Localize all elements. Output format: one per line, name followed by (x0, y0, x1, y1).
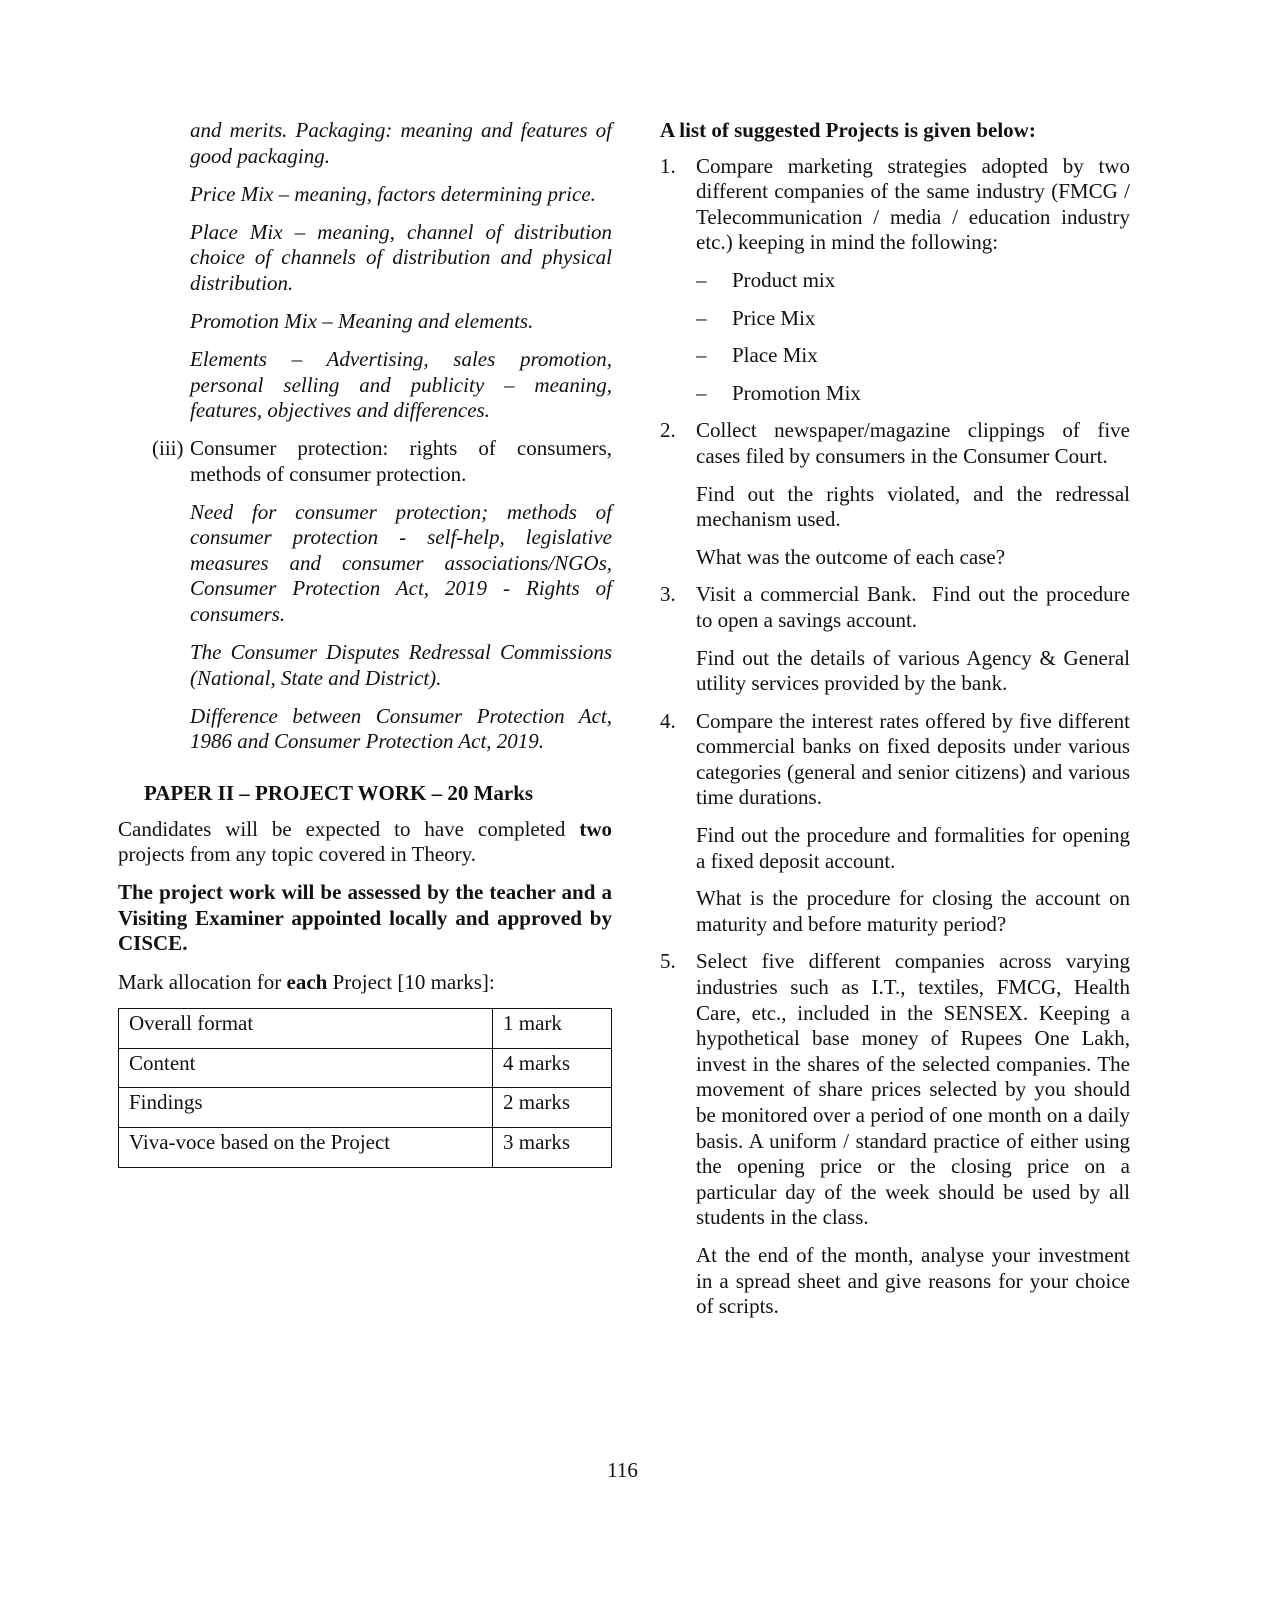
bullet-item (696, 306, 1130, 332)
dash-bullet-icon: – (696, 305, 707, 330)
table-row (119, 1127, 612, 1167)
item-paragraph: Visit a commercial Bank. Find out the procedure to open a savings account. (696, 582, 1136, 632)
project-item-1 (660, 154, 1130, 407)
mark-allocation-table (118, 1008, 612, 1167)
packaging-text: and merits. Packaging: meaning and features of good packaging. (190, 118, 612, 168)
project-item-3 (660, 582, 1136, 696)
bullet-text: Price Mix (732, 305, 816, 330)
elements-text: Elements – Advertising, sales promotion, personal selling and publicity – meaning, features, objectives and differences. (190, 347, 612, 423)
marks-cell: 2 marks (493, 1088, 612, 1128)
item-body (696, 418, 1130, 570)
criterion-cell: Findings (119, 1088, 493, 1128)
dash-bullet-icon: – (696, 267, 707, 292)
price-mix-text: Price Mix – meaning, factors determining price. (190, 181, 596, 206)
item-paragraph: Compare the interest rates offered by five different commercial banks on fixed deposits under various categories (general and senior citizens) and various time durations. (696, 708, 1130, 810)
item-paragraph: Select five different companies across varying industries such as I.T., textiles, FMCG, Health Care, etc., included in the SENSEX. Keeping a hypothetical base money of Rupees One Lakh, invest in the shares of the selected companies. The movement of share prices selected by you should be monitored over a period of one month on a daily basis. A uniform / standard practice of either using the opening price or the closing price on a particular day of the week should be used by all students in the class. (696, 949, 1130, 1230)
candidates-text-bold: two (579, 816, 612, 841)
right-column (660, 118, 1136, 1332)
consumer-protection-need-text: Need for consumer protection; methods of consumer protection - self-help, legislative measures and consumer associations/NGOs, Consumer Protection Act, 2019 - Rights of consumers. (190, 499, 612, 626)
alloc-post: Project [10 marks]: (327, 969, 495, 994)
item-body (696, 949, 1130, 1319)
criterion-cell: Overall format (119, 1009, 493, 1049)
marks-cell: 1 mark (493, 1009, 612, 1049)
item-paragraph: What is the procedure for closing the account on maturity and before maturity period? (696, 886, 1130, 936)
subtopic-text: Consumer protection: rights of consumers, methods of consumer protection. (190, 436, 612, 487)
item-paragraph: What was the outcome of each case? (696, 544, 1006, 569)
item-number: 5. (660, 949, 676, 974)
promotion-mix-text: Promotion Mix – Meaning and elements. (190, 309, 534, 334)
item-paragraph: Find out the details of various Agency & General utility services provided by the bank. (696, 645, 1130, 696)
item-body (696, 154, 1130, 407)
project-item-2 (660, 418, 1130, 570)
item-paragraph: Find out the rights violated, and the redressal mechanism used. (696, 481, 1130, 532)
criterion-cell: Viva-voce based on the Project (119, 1127, 493, 1167)
marks-cell: 3 marks (493, 1127, 612, 1167)
criterion-cell: Content (119, 1048, 493, 1088)
project-item-5 (660, 949, 1130, 1319)
candidates-text-post: projects from any topic covered in Theory. (118, 842, 477, 867)
subtopic-iii (118, 436, 612, 487)
bullet-text: Product mix (732, 267, 836, 292)
bullet-item (696, 343, 1130, 369)
projects-list-title: A list of suggested Projects is given below: (660, 118, 1036, 142)
bullet-text: Place Mix (732, 343, 818, 368)
mark-allocation-text (118, 970, 612, 996)
page-number: 116 (607, 1458, 638, 1482)
candidates-text (118, 817, 612, 868)
act-difference-text: Difference between Consumer Protection Act, 1986 and Consumer Protection Act, 2019. (190, 703, 612, 754)
bullet-item (696, 381, 1130, 407)
project-item-4 (660, 709, 1130, 938)
item-paragraph: Compare marketing strategies adopted by two different companies of the same industry (FMCG / Telecommunication / media / education industry etc.) keeping in mind the following: (696, 153, 1130, 255)
item-paragraph: Find out the procedure and formalities for opening a fixed deposit account. (696, 823, 1130, 873)
alloc-bold: each (286, 969, 328, 994)
subtopic-label: (iii) (152, 436, 184, 461)
dash-bullet-icon: – (696, 343, 707, 368)
dash-bullet-icon: – (696, 380, 707, 405)
marks-cell: 4 marks (493, 1048, 612, 1088)
item-body (696, 709, 1130, 938)
item-number: 2. (660, 418, 676, 443)
candidates-text-pre: Candidates will be expected to have completed (118, 816, 580, 841)
item-paragraph: Collect newspaper/magazine clippings of five cases filed by consumers in the Consumer Court. (696, 418, 1130, 468)
table-row (119, 1009, 612, 1049)
bullet-item (696, 268, 1130, 294)
item-body (696, 582, 1136, 696)
bullet-text: Promotion Mix (732, 380, 861, 405)
table-row (119, 1088, 612, 1128)
table-row (119, 1048, 612, 1088)
disputes-commissions-text: The Consumer Disputes Redressal Commissions (National, State and District). (190, 640, 612, 690)
item-number: 3. (660, 582, 676, 607)
item-paragraph: At the end of the month, analyse your investment in a spread sheet and give reasons for your choice of scripts. (696, 1242, 1130, 1319)
left-column (118, 118, 612, 1168)
assessment-text: The project work will be assessed by the teacher and a Visiting Examiner appointed locally and approved by CISCE. (118, 880, 612, 956)
item-number: 1. (660, 153, 676, 178)
item-number: 4. (660, 708, 676, 733)
section-heading: PAPER II – PROJECT WORK – 20 Marks (144, 780, 534, 805)
alloc-pre: Mark allocation for (118, 969, 287, 994)
place-mix-text: Place Mix – meaning, channel of distribution choice of channels of distribution and physical distribution. (190, 219, 612, 295)
